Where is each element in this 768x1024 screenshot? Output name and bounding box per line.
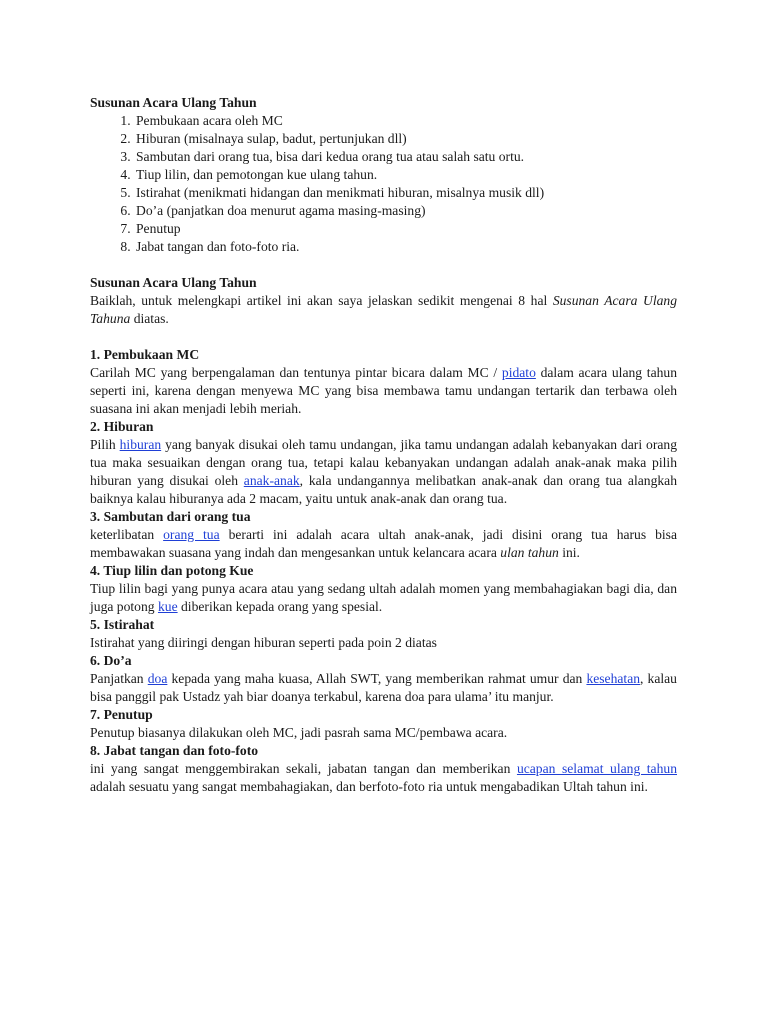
link-kesehatan[interactable]: kesehatan: [586, 671, 641, 686]
paragraph-text: Tiup lilin bagi yang punya acara atau yang sedang ultah adalah momen yang membahagiakan bagi dia, dan juga potong: [90, 581, 677, 614]
paragraph-hiburan: [90, 436, 677, 508]
heading-doa: 6. Do’a: [90, 653, 132, 668]
list-item: 3. Sambutan dari orang tua, bisa dari kedua orang tua atau salah satu ortu.: [134, 148, 677, 166]
paragraph-tiup-lilin: [90, 580, 677, 616]
heading-jabat-tangan: 8. Jabat tangan dan foto-foto: [90, 743, 259, 758]
paragraph-text: diberikan kepada orang yang spesial.: [177, 599, 383, 614]
list-item: 5. Istirahat (menikmati hidangan dan menikmati hiburan, misalnya musik dll): [134, 184, 677, 202]
list-item: 6. Do’a (panjatkan doa menurut agama masing-masing): [134, 202, 677, 220]
paragraph-text: Carilah MC yang berpengalaman dan tentunya pintar bicara dalam MC /: [90, 365, 502, 380]
paragraph-penutup: Penutup biasanya dilakukan oleh MC, jadi pasrah sama MC/pembawa acara.: [90, 725, 508, 740]
intro-text: Baiklah, untuk melengkapi artikel ini akan saya jelaskan sedikit mengenai 8 hal: [90, 293, 553, 308]
paragraph-text: berarti ini adalah acara ultah anak-anak, jadi disini orang tua harus bisa membawakan suasana yang indah dan mengesankan untuk kelancara acara: [90, 527, 677, 560]
intro-italic-text: Susunan Acara Ulang Tahuna: [90, 293, 677, 326]
paragraph-text: ini.: [558, 545, 580, 560]
paragraph-sambutan: [90, 526, 677, 562]
link-anak-anak[interactable]: anak-anak: [243, 473, 300, 488]
link-orang-tua[interactable]: orang tua: [163, 527, 220, 542]
document-page: [90, 94, 677, 796]
heading-penutup: 7. Penutup: [90, 707, 153, 722]
paragraph-text: , kalau bisa panggil pak Ustadz yah biar doanya terkabul, karena doa para ulama’ itu manjur.: [90, 671, 677, 704]
heading-tiup-lilin: 4. Tiup lilin dan potong Kue: [90, 563, 254, 578]
link-pidato[interactable]: pidato: [501, 365, 536, 380]
list-item: 1. Pembukaan acara oleh MC: [134, 112, 677, 130]
paragraph-text: Panjatkan: [90, 671, 148, 686]
paragraph-text: adalah sesuatu yang sangat membahagiakan, dan berfoto-foto ria untuk mengabadikan Ultah tahun ini.: [90, 779, 648, 794]
paragraph-doa: [90, 670, 677, 706]
paragraph-text: dalam acara ulang tahun seperti ini, karena dengan menyewa MC yang bisa membawa tamu undangan tertarik dan terbawa oleh suasana ini akan menjadi lebih meriah.: [90, 365, 677, 416]
link-hiburan[interactable]: hiburan: [119, 437, 162, 452]
heading-hiburan: 2. Hiburan: [90, 419, 154, 434]
heading-pembukaan-mc: 1. Pembukaan MC: [90, 347, 200, 362]
paragraph-text: keterlibatan: [90, 527, 164, 542]
intro-text-end: diatas.: [130, 311, 169, 326]
link-ucapan-selamat-ulang-tahun[interactable]: ucapan selamat ulang tahun: [516, 761, 677, 776]
heading-istirahat: 5. Istirahat: [90, 617, 155, 632]
paragraph-text: , kala undangannya melibatkan anak-anak dan orang tua alangkah baiknya kalau hiburanya ada 2 macam, yaitu untuk anak-anak dan orang tua.: [90, 473, 677, 506]
paragraph-jabat-tangan: [90, 760, 677, 796]
list-item: 7. Penutup: [134, 220, 677, 238]
heading-sambutan: 3. Sambutan dari orang tua: [90, 509, 251, 524]
list-item: 4. Tiup lilin, dan pemotongan kue ulang tahun.: [134, 166, 677, 184]
document-title: Susunan Acara Ulang Tahun: [90, 95, 257, 110]
list-item: 2. Hiburan (misalnaya sulap, badut, pertunjukan dll): [134, 130, 677, 148]
section-title: Susunan Acara Ulang Tahun: [90, 275, 257, 290]
link-doa[interactable]: doa: [147, 671, 168, 686]
paragraph-pembukaan-mc: [90, 364, 677, 418]
intro-paragraph: [90, 292, 677, 328]
paragraph-istirahat: Istirahat yang diiringi dengan hiburan seperti pada poin 2 diatas: [90, 635, 437, 650]
agenda-list: [90, 112, 677, 256]
list-item: 8. Jabat tangan dan foto-foto ria.: [134, 238, 677, 256]
italic-text: ulan tahun: [500, 545, 559, 560]
paragraph-text: kepada yang maha kuasa, Allah SWT, yang memberikan rahmat umur dan: [167, 671, 587, 686]
paragraph-text: ini yang sangat menggembirakan sekali, jabatan tangan dan memberikan: [90, 761, 517, 776]
paragraph-text: Pilih: [90, 437, 120, 452]
link-kue[interactable]: kue: [157, 599, 178, 614]
paragraph-text: yang banyak disukai oleh tamu undangan, jika tamu undangan adalah kebanyakan dari orang tua maka sesuaikan dengan orang tua, tetapi kalau kebanyakan undangan adalah anak-anak maka pilih hiburan yang disukai oleh: [90, 437, 677, 488]
